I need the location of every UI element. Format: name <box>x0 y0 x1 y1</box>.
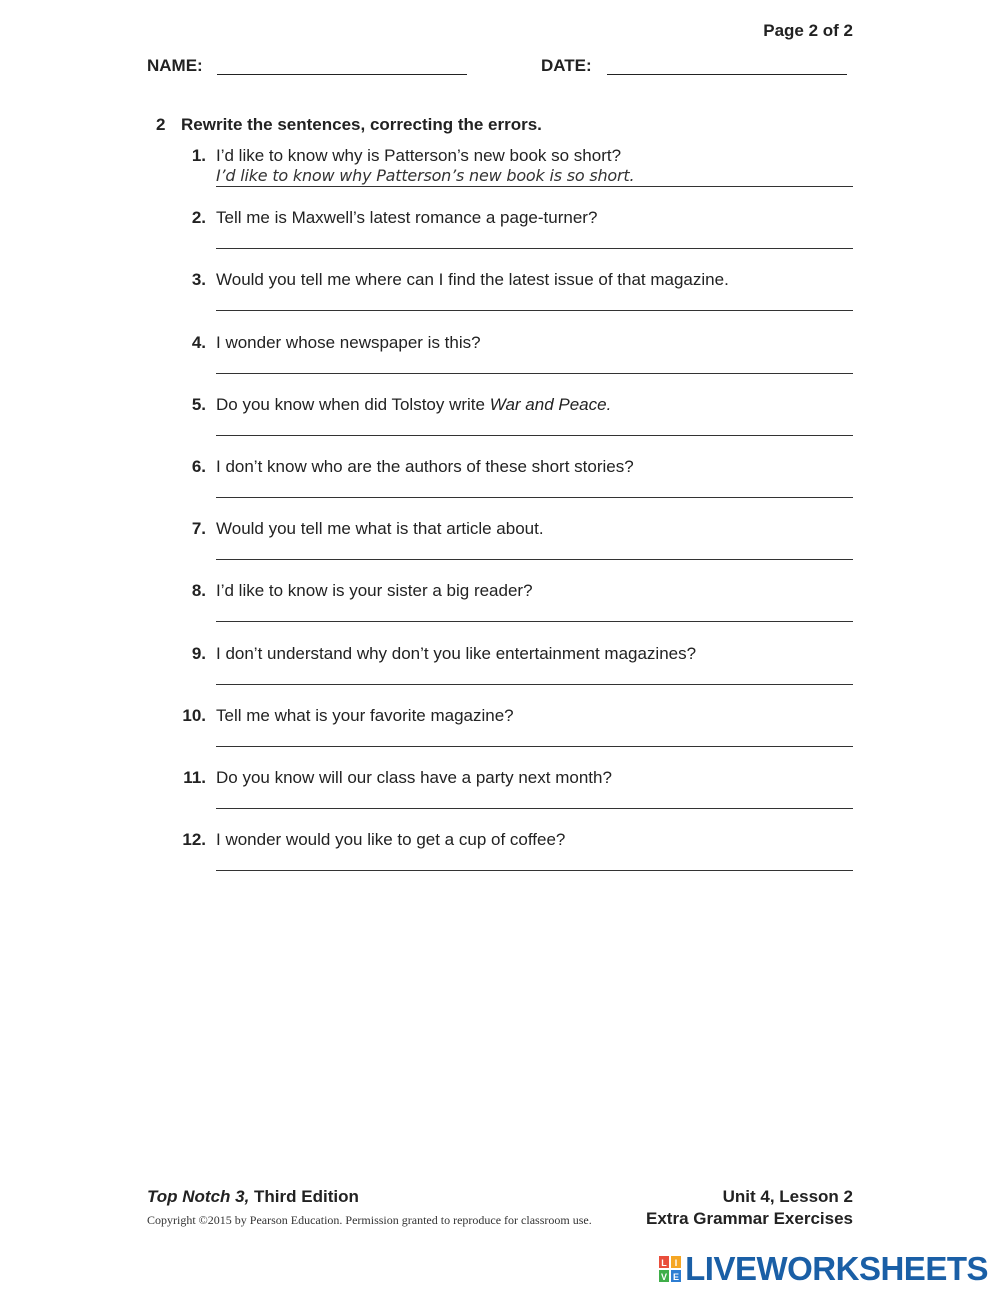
answer-line[interactable] <box>216 808 853 809</box>
date-field-line[interactable] <box>607 74 847 75</box>
exercise-item <box>160 457 853 519</box>
item-sentence-text: I wonder whose newspaper is this? <box>216 332 481 352</box>
name-field-line[interactable] <box>217 74 467 75</box>
book-edition: Third Edition <box>249 1187 359 1206</box>
instruction-text: Rewrite the sentences, correcting the errors. <box>181 115 542 134</box>
item-sentence-text: I wonder would you like to get a cup of coffee? <box>216 830 566 850</box>
exercise-item <box>160 644 853 706</box>
item-sentence <box>216 457 634 477</box>
exercise-item <box>160 830 853 892</box>
answer-line[interactable] <box>216 248 853 249</box>
item-sentence-text: I’d like to know is your sister a big reader? <box>216 581 533 601</box>
item-sentence <box>216 830 565 850</box>
answer-line[interactable] <box>216 186 853 187</box>
item-number: 2. <box>191 208 206 228</box>
item-sentence <box>216 706 514 726</box>
exercise-item <box>160 395 853 457</box>
logo-mark-letter: I <box>674 1258 678 1268</box>
item-number: 9. <box>191 643 206 663</box>
book-title-italic: Top Notch 3, <box>147 1187 250 1206</box>
item-sentence <box>216 395 611 415</box>
unit-lesson: Unit 4, Lesson 2 <box>722 1187 853 1206</box>
item-number: 7. <box>191 519 206 539</box>
date-label: DATE: <box>541 56 592 75</box>
section-title: Extra Grammar Exercises <box>646 1209 853 1228</box>
item-sentence-text: I don’t know who are the authors of these short stories? <box>216 457 634 476</box>
item-sentence <box>216 146 621 166</box>
answer-line[interactable] <box>216 435 853 436</box>
item-sentence-text: I don’t understand why don’t you like entertainment magazines? <box>216 643 697 663</box>
item-number: 4. <box>191 332 206 352</box>
item-number: 8. <box>191 581 206 601</box>
item-sentence-text: I’d like to know why is Patterson’s new book so short? <box>216 146 622 165</box>
item-number: 11. <box>183 768 206 787</box>
liveworksheets-logo[interactable] <box>659 1252 988 1286</box>
item-sentence-text: Tell me what is your favorite magazine? <box>216 705 514 725</box>
item-number: 12. <box>182 830 206 850</box>
answer-line[interactable] <box>216 621 853 622</box>
answer-line[interactable] <box>216 310 853 311</box>
exercise-item <box>160 208 853 270</box>
item-sentence-title: War and Peace. <box>489 394 612 414</box>
exercise-item <box>160 519 853 581</box>
item-number: 10. <box>182 705 206 725</box>
exercise-instruction <box>156 115 542 135</box>
exercise-item <box>160 706 853 768</box>
liveworksheets-logo-text: LIVEWORKSHEETS <box>685 1250 988 1287</box>
exercise-item <box>160 146 853 208</box>
answer-line[interactable] <box>216 746 853 747</box>
copyright: Copyright ©2015 by Pearson Education. Permission granted to reproduce for classroom use. <box>147 1213 592 1227</box>
logo-mark-letter: L <box>661 1258 667 1268</box>
exercise-item <box>160 768 853 830</box>
name-label: NAME: <box>147 56 203 75</box>
item-sentence-text: Would you tell me where can I find the latest issue of that magazine. <box>216 270 729 290</box>
exercise-item <box>160 333 853 395</box>
item-sentence <box>216 270 729 290</box>
exercise-item <box>160 270 853 332</box>
answer-line[interactable] <box>216 684 853 685</box>
logo-mark-letter: E <box>673 1272 680 1282</box>
item-number: 3. <box>191 270 206 290</box>
item-sentence <box>216 768 612 788</box>
answer-line[interactable] <box>216 559 853 560</box>
item-number: 1. <box>191 146 206 165</box>
answer-line[interactable] <box>216 870 853 871</box>
item-sentence-text: Tell me is Maxwell’s latest romance a page-turner? <box>216 208 598 228</box>
book-title <box>147 1187 359 1207</box>
item-sentence <box>216 519 544 539</box>
item-number: 5. <box>191 394 206 414</box>
answer-text: I’d like to know why Patterson’s new book is so short. <box>216 166 635 185</box>
liveworksheets-logo-icon <box>659 1256 681 1282</box>
item-sentence-text: Do you know when did Tolstoy write <box>216 394 490 414</box>
logo-mark-letter: V <box>661 1272 668 1282</box>
item-sentence <box>216 208 597 228</box>
exercise-number: 2 <box>156 115 166 134</box>
answer-line[interactable] <box>216 497 853 498</box>
answer-line[interactable] <box>216 373 853 374</box>
item-sentence <box>216 644 696 664</box>
item-sentence <box>216 581 533 601</box>
item-sentence-text: Do you know will our class have a party next month? <box>216 768 612 787</box>
item-sentence <box>216 333 481 353</box>
item-number: 6. <box>191 457 206 476</box>
exercise-item <box>160 581 853 643</box>
page-number: Page 2 of 2 <box>763 21 853 40</box>
item-sentence-text: Would you tell me what is that article about. <box>216 519 544 539</box>
